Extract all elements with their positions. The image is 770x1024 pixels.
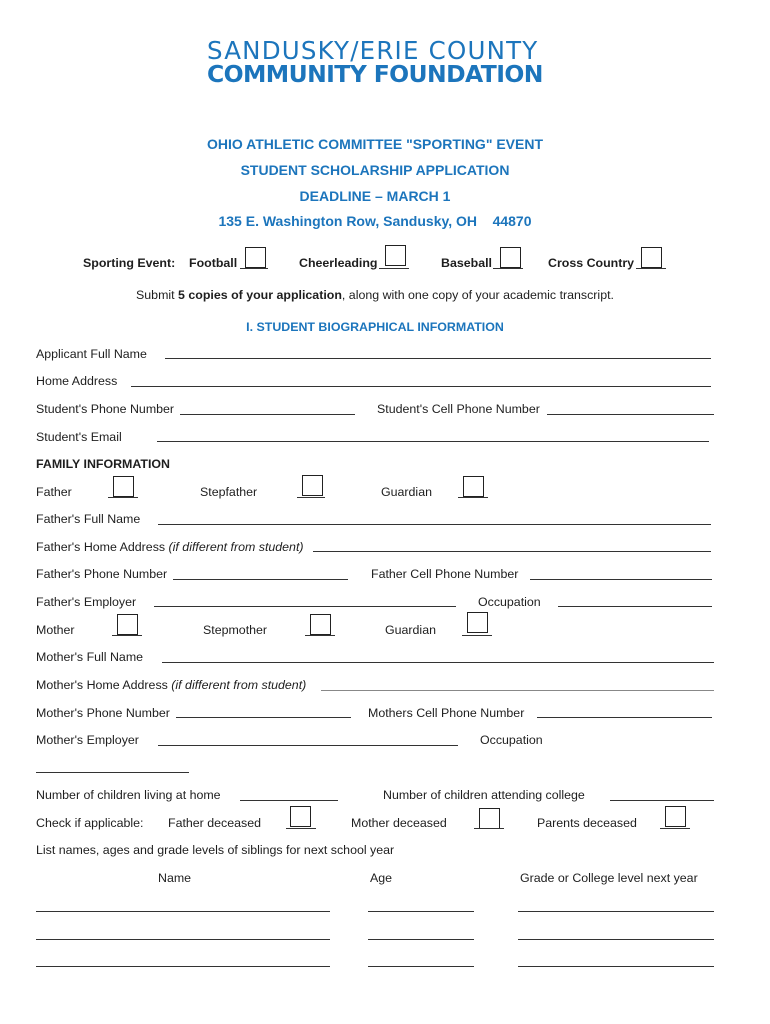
sibling-3-age-field[interactable] [368,966,474,967]
father-deceased-label: Father deceased [168,816,261,830]
stepmother-underline [305,635,335,636]
guardian-underline-mother [462,635,492,636]
mothers-employer-field[interactable] [158,745,458,746]
father-checkbox[interactable] [113,476,134,497]
deadline: DEADLINE – MARCH 1 [299,188,451,204]
father-cell-field[interactable] [530,579,712,580]
siblings-col-grade: Grade or College level next year [520,871,698,885]
mothers-home-address-field[interactable] [321,690,714,691]
home-address-label: Home Address [36,374,118,388]
stepfather-underline [297,497,325,498]
siblings-col-age: Age [370,871,393,885]
submit-note-prefix: Submit [136,288,179,302]
option-football-label: Football [189,256,238,270]
fathers-full-name-field[interactable] [158,524,711,525]
cross-country-underline [636,268,666,269]
guardian-checkbox-father[interactable] [463,476,484,497]
children-living-at-home-label: Number of children living at home [36,788,221,802]
sibling-2-name-field[interactable] [36,939,330,940]
mothers-full-name-label: Mother's Full Name [36,650,144,664]
stepmother-label: Stepmother [203,623,268,637]
address: 135 E. Washington Row, Sandusky, OH 44870 [218,213,532,229]
children-living-at-home-field[interactable] [240,800,338,801]
fathers-home-address-label [36,540,304,554]
baseball-underline [493,268,523,269]
mother-deceased-checkbox[interactable] [479,808,500,829]
mother-deceased-underline [474,828,504,829]
mothers-if-different-note: (if different from student) [171,678,307,692]
applicant-name-label: Applicant Full Name [36,347,147,361]
stepmother-checkbox[interactable] [310,614,331,635]
fathers-if-different-note: (if different from student) [168,540,304,554]
student-email-label: Student's Email [36,430,122,444]
fathers-occupation-field[interactable] [558,606,712,607]
student-phone-field[interactable] [180,414,355,415]
mothers-employer-label: Mother's Employer [36,733,139,747]
fathers-phone-label: Father's Phone Number [36,567,168,581]
mothers-home-address-label [36,678,306,692]
mothers-occupation-label: Occupation [480,733,543,747]
applicant-name-field[interactable] [165,358,711,359]
cheerleading-checkbox[interactable] [385,245,406,266]
submit-note-bold: 5 copies of your application [178,288,342,302]
mother-checkbox[interactable] [117,614,138,635]
option-baseball-label: Baseball [441,256,492,270]
mothers-home-address-text: Mother's Home Address [36,678,168,692]
mothers-occupation-field[interactable] [36,772,189,773]
guardian-underline-father [458,497,488,498]
mother-label: Mother [36,623,75,637]
family-information-title: FAMILY INFORMATION [36,457,171,471]
fathers-employer-field[interactable] [154,606,456,607]
fathers-home-address-field[interactable] [313,551,711,552]
fathers-employer-label: Father's Employer [36,595,137,609]
mothers-cell-field[interactable] [537,717,712,718]
father-underline [108,497,138,498]
father-deceased-checkbox[interactable] [290,806,311,827]
parents-deceased-underline [660,828,690,829]
form-subtitle: STUDENT SCHOLARSHIP APPLICATION [240,162,510,178]
mother-deceased-label: Mother deceased [351,816,447,830]
submit-note-suffix: , along with one copy of your academic transcript. [341,288,614,302]
fathers-occupation-label: Occupation [478,595,541,609]
cross-country-checkbox[interactable] [641,247,662,268]
father-label: Father [36,485,72,499]
submit-note [0,288,750,302]
parents-deceased-label: Parents deceased [537,816,637,830]
student-cell-label: Student's Cell Phone Number [377,402,540,416]
football-underline [240,268,268,269]
fathers-full-name-label: Father's Full Name [36,512,141,526]
logo-line-2: COMMUNITY FOUNDATION [207,60,543,88]
mothers-full-name-field[interactable] [162,662,714,663]
siblings-instruction: List names, ages and grade levels of siblings for next school year [36,843,395,857]
mothers-phone-label: Mother's Phone Number [36,706,170,720]
section-title-biographical: I. STUDENT BIOGRAPHICAL INFORMATION [246,320,504,334]
guardian-label-father: Guardian [381,485,432,499]
sibling-3-name-field[interactable] [36,966,330,967]
logo-line-1: SANDUSKY/ERIE COUNTY [207,36,539,65]
check-if-applicable-label: Check if applicable: [36,816,144,830]
student-phone-label: Student's Phone Number [36,402,175,416]
parents-deceased-checkbox[interactable] [665,806,686,827]
mothers-phone-field[interactable] [176,717,351,718]
sibling-1-grade-field[interactable] [518,911,714,912]
sibling-2-grade-field[interactable] [518,939,714,940]
sporting-event-label: Sporting Event: [83,256,176,270]
fathers-home-address-text: Father's Home Address [36,540,166,554]
sibling-2-age-field[interactable] [368,939,474,940]
cheerleading-underline [379,268,409,269]
mothers-cell-label: Mothers Cell Phone Number [368,706,525,720]
stepfather-checkbox[interactable] [302,475,323,496]
siblings-col-name: Name [158,871,192,885]
fathers-phone-field[interactable] [173,579,348,580]
sibling-1-age-field[interactable] [368,911,474,912]
guardian-label-mother: Guardian [385,623,436,637]
sibling-1-name-field[interactable] [36,911,330,912]
father-cell-label: Father Cell Phone Number [371,567,519,581]
sibling-3-grade-field[interactable] [518,966,714,967]
football-checkbox[interactable] [245,247,266,268]
mother-underline [112,635,142,636]
student-cell-field[interactable] [547,414,714,415]
baseball-checkbox[interactable] [500,247,521,268]
children-attending-college-label: Number of children attending college [383,788,585,802]
student-email-field[interactable] [157,441,709,442]
option-cheerleading-label: Cheerleading [299,256,378,270]
home-address-field[interactable] [131,386,711,387]
option-cross-country-label: Cross Country [548,256,635,270]
stepfather-label: Stepfather [200,485,258,499]
form-title: OHIO ATHLETIC COMMITTEE "SPORTING" EVENT [206,136,544,152]
guardian-checkbox-mother[interactable] [467,612,488,633]
father-deceased-underline [286,828,316,829]
children-attending-college-field[interactable] [610,800,714,801]
